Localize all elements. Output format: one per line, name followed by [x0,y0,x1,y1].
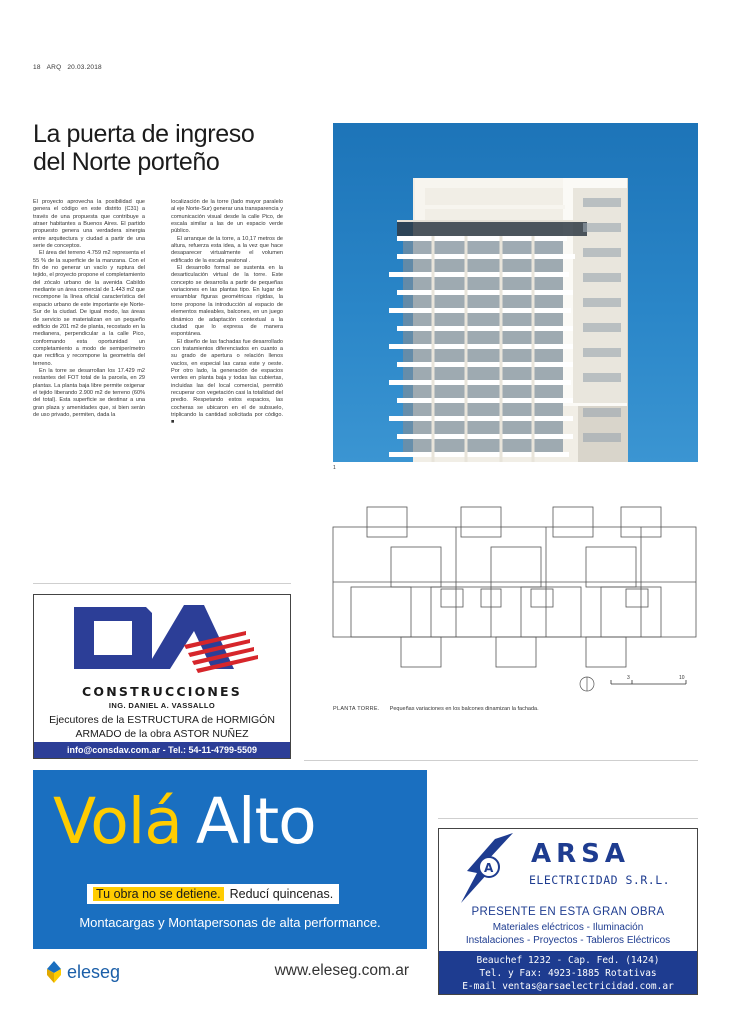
ad-eleseg[interactable] [33,770,427,994]
issue-date: 20.03.2018 [67,64,102,71]
headline-word-2: Alto [195,785,316,858]
divider-rule [304,760,698,761]
ad-subtitle: Montacargas y Montapersonas de alta performance. [79,915,381,930]
eleseg-url-link[interactable]: www.eleseg.com.ar [274,962,409,979]
arsa-installs: Instalaciones - Proyectos - Tableros Eléctricos [465,935,671,946]
contact-bar[interactable]: info@consdav.com.ar - Tel.: 54-11-4799-5509 [34,742,290,758]
divider-rule [33,583,291,584]
headline-word-1: Volá [53,785,182,858]
eleseg-diamond-icon [47,961,61,983]
article-column-2 [171,199,283,427]
arsa-contact-bar [439,951,697,994]
plan-caption [333,706,539,712]
paragraph: En la torre se desarrollan los 17.429 m2 restantes del FOT total de la parcela, en 29 plantas. La planta baja libre permite oxigenar el tejido liberando 2.900 m2 de terreno (60% del total). Esta superficie se destinar a una gran plaza y amenidades que, si bien serán de uso privado, permiten, dada la [33,367,145,418]
tagline-rest: Reducí quincenas. [229,887,334,901]
plan-label: PLANTA TORRE. [333,706,380,712]
floor-plan [331,477,698,692]
plan-caption-text: Pequeñas variaciones en los balcones dinamizan la fachada. [389,706,539,712]
page-number: 18 [33,64,41,71]
paragraph: El desarrollo formal se sustenta en la desarticulación virtual de la torre. Este concepto se desarrolla a partir de pequeñas variaciones en las plantas tipo. En lugar de ensamblar figuras geométricas rígidas, la torre propone la introducción al espacio de elementos maleables, balcones, en un juego dinámico de adaptación contextual a la ciudad que lo expresa de manera espontánea. [171,265,283,338]
eleseg-logo-text: eleseg [67,962,121,982]
tower-photo [333,123,698,462]
paragraph: El proyecto aprovecha la posibilidad que genera el código en este distrito (C31) a través de una propuesta que contribuye a atraer habitantes a Buenos Aires. El partido propuesto genera una verdadera sinergia entre arquitectura y ciudad a partir de una serie de conceptos. [33,199,145,250]
ad-arsa[interactable] [438,828,698,995]
arsa-email[interactable]: E-mail ventas@arsaelectricidad.com.ar [462,981,674,992]
tower-illustration [333,123,698,462]
article-column-1 [33,199,145,419]
ad-footer [33,949,427,994]
engineer-name: ING. DANIEL A. VASSALLO [108,701,216,710]
ad-construcciones[interactable] [33,594,291,759]
floor-plan-drawing [331,477,698,692]
dav-logo-icon [34,595,291,685]
arsa-lightning-logo-icon [447,831,527,907]
arsa-present: PRESENTE EN ESTA GRAN OBRA [471,906,665,918]
construcciones-brand: CONSTRUCCIONES [82,684,242,699]
arsa-materials: Materiales eléctricos - Iluminación [492,922,644,933]
paragraph: localización de la torre (lado mayor paralelo al eje Norte-Sur) generar una transparencia y comunicación visual desde la calle Pico, de escala similar a las de un espacio verde público. [171,199,283,235]
section-name: ARQ [46,64,62,71]
divider-rule [438,818,698,819]
eleseg-logo [47,961,120,983]
tagline-highlight: Tu obra no se detiene. [93,887,224,901]
title-line-1: La puerta de ingreso [33,120,255,148]
arsa-phone: Tel. y Fax: 4923-1885 Rotativas [479,968,657,979]
arsa-address: Beauchef 1232 - Cap. Fed. (1424) [476,955,660,966]
scale-label-10: 10 [679,675,685,681]
page-folio [33,64,108,71]
photo-number: 1 [333,465,336,471]
arsa-company: ELECTRICIDAD S.R.L. [529,873,671,887]
svg-text:A: A [484,861,494,875]
tagline [87,884,339,904]
ad-line-1: Ejecutores de la ESTRUCTURA de HORMIGÓN [49,714,275,726]
title-line-2: del Norte porteño [33,148,220,176]
paragraph: El arranque de la torre, a 10,17 metros de altura, refuerza esta idea, a la vez que hace desaparecer virtualmente el volumen edificado de la escala peatonal . [171,235,283,264]
scale-label-3: 3 [627,675,630,681]
ad-line-2: ARMADO de la obra ASTOR NUÑEZ [75,728,249,740]
vola-alto-headline [53,784,316,860]
paragraph: El área del terreno 4.759 m2 representa el 55 % de la superficie de la manzana. Con el fin de no generar un vacío y ruptura del tejido, el proyecto propone el completamiento del zócalo urbano de la avenida Cabildo mediante un área comercial de 1.443 m2 que recompone la línea oficial característica del espacio urbano de este importante eje Norte-Sur de la ciudad. De igual modo, las áreas de servicio se materializan en un pequeño edificio de 201 m2 de planta, recostado en la medianera, perpendicular a la calle Pico, conformando esta oportunidad un completamiento a modo de semiperímetro que rectifica y recompone la geometría del terreno. [33,250,145,367]
paragraph: El diseño de las fachadas fue desarrollado con tratamientos diferenciados en cuanto a su grado de apertura o relación llenos vacíos, en especial las caras este y oeste. Por otro lado, la generación de espacios verdes en planta baja y todas las cubiertas, incluidas las del local comercial, permitió recuperar con vegetación casi la totalidad del predio. Respetando estos espacios, las cocheras se ubicaron en el de subsuelo, triplicando la cantidad solicitada por código. ■ [171,338,283,426]
article-title [33,120,293,176]
arsa-brand: ARSA [531,839,630,869]
